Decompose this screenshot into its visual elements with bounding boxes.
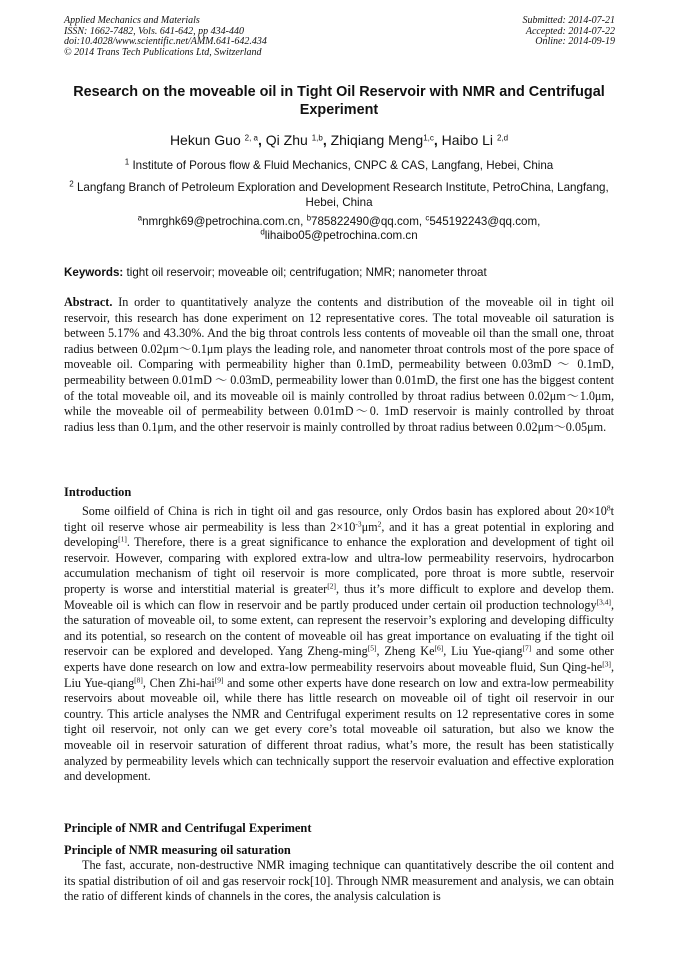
affiliation-mark: 2 xyxy=(69,179,74,189)
superscript: -3 xyxy=(355,519,362,529)
journal-issn: ISSN: 1662-7482, Vols. 641-642, pp 434-440 xyxy=(64,25,244,37)
publication-dates xyxy=(523,16,616,48)
superscript: 2 xyxy=(377,519,382,529)
citation-ref[interactable]: [3] xyxy=(602,659,611,669)
author-name: Haibo Li xyxy=(441,132,494,148)
text-run: , Liu Yue-qiang xyxy=(64,659,614,690)
citation-ref[interactable]: [8] xyxy=(134,675,143,685)
author-affiliation-mark: 2, a xyxy=(244,133,258,143)
affiliation-text: Institute of Porous flow & Fluid Mechanics, CNPC & CAS, Langfang, Hebei, China xyxy=(132,159,554,172)
abstract-text: In order to quantitatively analyze the contents and distribution of the moveable oil in tight oil reservoir, this research has done experiment on 12 representative cores. The total moveable oil saturation is between 5.17% and 43.30%. And the big throat controls less contents of moveable oil than the small one, throat radius between 0.02μm～0.1μm plays the leading role, and nanometer throat controls most of the pore space of moveable oil. Comparing with permeability higher than 0.1mD, permeability between 0.03mD ～ 0.1mD, permeability between 0.01mD ～ 0.03mD, permeability lower than 0.01mD, the first one has the biggest content of the total moveable oil, and its moveable oil is mainly controlled by throat radius between 0.02μm～1.0μm, while the moveable oil of permeability between 0.01mD～0. 1mD reservoir is mainly controlled by throat radius less than 0.1μm, and the other reservoir is mainly controlled by throat radius between 0.02μm～0.05μm. xyxy=(64,295,614,434)
keywords xyxy=(64,266,614,280)
subsection-heading-nmr: Principle of NMR measuring oil saturation xyxy=(64,843,291,857)
author-affiliation-mark: 1,b xyxy=(311,133,323,143)
text-run: . Therefore, there is a great significance to enhance the exploration and development of tight oil reservoir. However, comparing with explored extra-low and ultra-low permeability reservoirs, hydrocarbon accumulation mechanism of tight oil reservoir is more complicated, pore throat is more subtle, reservoir property is worse and interstitial material is greater xyxy=(64,535,614,596)
journal-doi: doi:10.4028/www.scientific.net/AMM.641-642.434 xyxy=(64,36,267,48)
email-list: $^a$nmrghk69@petrochina.com.cn, $^b$785822490@qq.com, $^c$545192243@qq.com, $^d$lihaibo05@petrochina.com.cn xyxy=(137,213,541,242)
text-run: μm xyxy=(361,519,378,534)
author-name: Zhiqiang Meng xyxy=(330,132,424,148)
superscript: 8 xyxy=(606,503,611,513)
author-affiliation-mark: 2,d xyxy=(496,133,509,143)
text-run: , thus it’s more difficult to explore and develop them. Moveable oil is which can flow in reservoir and be partly produced under certain oil production technology xyxy=(64,581,614,612)
paper-title: Research on the moveable oil in Tight Oil Reservoir with NMR and Centrifugal Experiment xyxy=(73,84,605,118)
email-address[interactable]: 785822490@qq.com xyxy=(311,215,419,228)
keywords-label: Keywords: xyxy=(64,266,124,279)
accepted-date: Accepted: 2014-07-22 xyxy=(525,25,615,37)
journal-name: Applied Mechanics and Materials xyxy=(64,15,200,26)
text-run: , and it has a great potential in exploring and developing xyxy=(64,519,614,550)
author-affiliation-mark: 1,c xyxy=(423,133,434,143)
text-run: , Liu Yue-qiang xyxy=(443,644,523,659)
affiliation-1 xyxy=(64,158,614,173)
email-mark: d xyxy=(260,227,265,237)
abstract-label: Abstract. xyxy=(64,295,113,309)
author-list: Hekun Guo $^{2, a}$, Qi Zhu $^{1,b}$, Zhiqiang Meng$^{1,c}$, Haibo Li $^{2,d}$ xyxy=(169,132,509,148)
introduction-paragraph xyxy=(64,504,614,785)
text-run: and some other experts have done research on low and extra-low permeability reservoirs about moveable fluid, Sun Qing-he xyxy=(64,644,614,674)
section-heading-introduction: Introduction xyxy=(64,485,132,499)
citation-ref[interactable]: [1] xyxy=(118,534,127,544)
text-run: , Zheng Ke xyxy=(376,644,435,659)
text-run: and some other experts have done research on low and extra-low permeability reservoirs about moveable oil, while there has little research on moveable oil of tight oil reservoir in our country. This article analyses the NMR and Centrifugal experiment results on 12 representative cores in some tight oil reservoir, not only can we get every core’s total moveable oil saturation, but also we know the moveable oil in reservoir saturation of different throat radius, what’s more, the result has been statistically analyzed by permeability levels which can technically support the reservoir evaluation and effective exploration and development. xyxy=(64,675,614,784)
text-run: , the saturation of moveable oil, to some extent, can represent the reservoir’s exploring and developing difficulty and its potential, so research on the content of moveable oil has great importance on evaluating if the tight oil reservoir can be explored and developed. Yang Zheng-ming xyxy=(64,597,614,659)
citation-ref[interactable]: [6] xyxy=(434,643,444,653)
email-mark: b xyxy=(306,213,312,223)
citation-ref[interactable]: [2] xyxy=(327,581,336,591)
online-date: Online: 2014-09-19 xyxy=(535,36,615,48)
email-address[interactable]: nmrghk69@petrochina.com.cn xyxy=(142,215,301,228)
affiliation-2 xyxy=(64,180,614,210)
abstract xyxy=(64,295,614,435)
journal-info xyxy=(64,16,267,58)
text-run: t tight oil reserve whose air permeability is less than 2×10 xyxy=(64,504,614,534)
affiliation-mark: 1 xyxy=(124,157,130,167)
citation-ref[interactable]: [5] xyxy=(367,643,377,653)
author-name: Hekun Guo xyxy=(169,132,241,148)
email-mark: c xyxy=(425,213,430,223)
affiliation-text: Langfang Branch of Petroleum Exploration and Development Research Institute, PetroChina, Langfang, Hebei, China xyxy=(76,181,609,209)
text-run: Some oilfield of China is rich in tight oil and gas resource, only Ordos basin has explored about 20×10 xyxy=(82,504,607,518)
email-mark: a xyxy=(137,213,143,223)
email-address[interactable]: 545192243@qq.com xyxy=(429,215,538,228)
citation-ref[interactable]: [9] xyxy=(214,675,224,685)
citation-ref[interactable]: [3,4] xyxy=(596,597,611,607)
text-run: , Chen Zhi-hai xyxy=(142,675,215,690)
author-name: Qi Zhu xyxy=(265,132,308,148)
keywords-text: tight oil reservoir; moveable oil; centrifugation; NMR; nanometer throat xyxy=(126,266,487,279)
citation-ref[interactable]: [7] xyxy=(522,643,532,653)
nmr-paragraph: The fast, accurate, non-destructive NMR imaging technique can quantitatively describe the oil content and its spatial distribution of oil and gas reservoir rock[10]. Through NMR measurement and analysis, we can obtain the ratio of different kinds of channels in the cores, the analysis calculation is xyxy=(64,858,614,904)
journal-copyright: © 2014 Trans Tech Publications Ltd, Switzerland xyxy=(64,46,262,58)
submitted-date: Submitted: 2014-07-21 xyxy=(522,15,615,26)
section-heading-principle: Principle of NMR and Centrifugal Experiment xyxy=(64,821,312,835)
email-address[interactable]: lihaibo05@petrochina.com.cn xyxy=(264,229,418,242)
